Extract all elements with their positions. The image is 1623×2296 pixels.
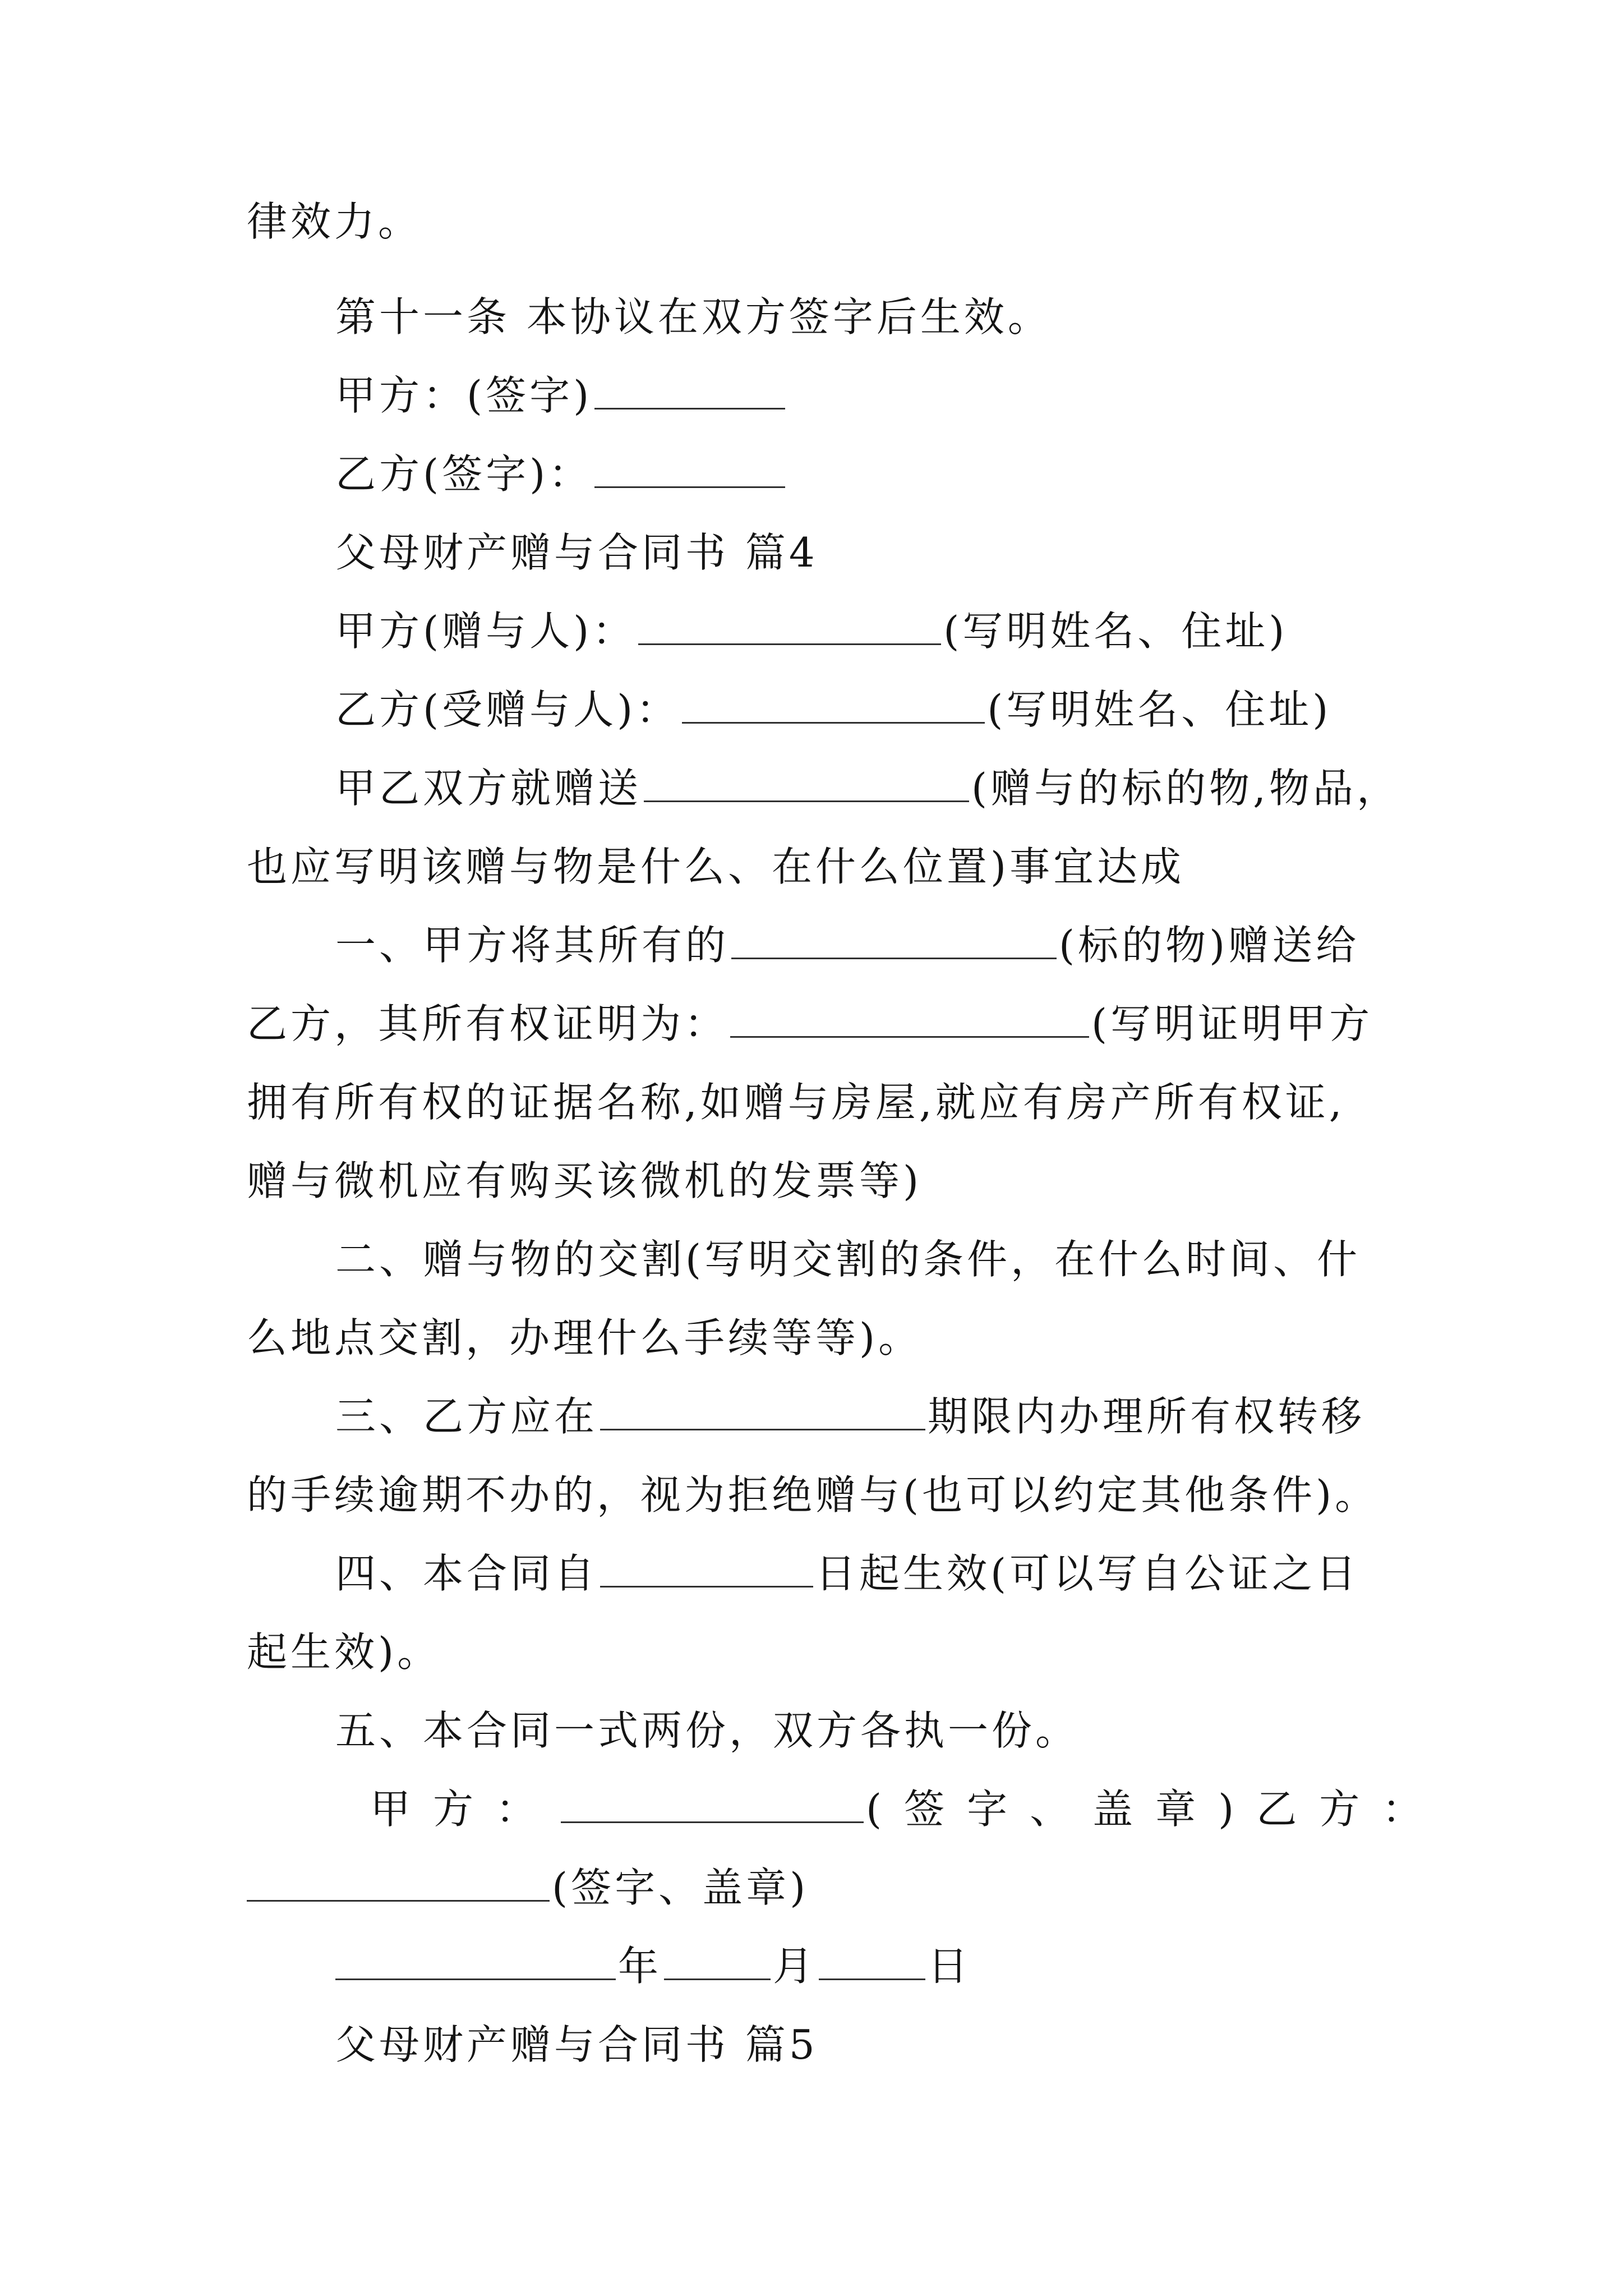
party-a-signature-line xyxy=(335,367,1479,424)
text: (标的物)赠送给 xyxy=(1059,922,1360,969)
text-line xyxy=(247,996,1391,1052)
text: (签字、盖章)乙方： xyxy=(866,1786,1445,1833)
text-line xyxy=(247,1153,1391,1209)
text-line xyxy=(247,1467,1391,1523)
text: 拥有所有权的证据名称,如赠与房屋,就应有房产所有权证, xyxy=(247,1079,1345,1126)
section-heading xyxy=(335,524,1479,581)
text: (写明证明甲方 xyxy=(1091,1000,1373,1047)
text: 第十一条 本协议在双方签字后生效。 xyxy=(335,293,1052,341)
donee-line xyxy=(335,682,1479,738)
text-line xyxy=(247,839,1391,895)
text: 期限内办理所有权转移 xyxy=(928,1393,1366,1440)
text: 二、赠与物的交割(写明交割的条件，在什么时间、什 xyxy=(335,1236,1361,1283)
text: 四、本合同自 xyxy=(335,1550,598,1597)
text: 甲方：(签字) xyxy=(335,372,593,419)
text: 的手续逾期不办的，视为拒绝赠与(也可以约定其他条件)。 xyxy=(247,1471,1379,1519)
fill-blank xyxy=(730,999,1089,1038)
donor-line xyxy=(335,603,1479,659)
text: 乙方，其所有权证明为： xyxy=(247,1000,728,1047)
fill-blank xyxy=(638,606,941,645)
text: 一、甲方将其所有的 xyxy=(335,922,730,969)
fill-blank xyxy=(600,1549,813,1588)
text: (写明姓名、住址) xyxy=(943,608,1288,655)
signature-row-continued xyxy=(247,1860,1391,1916)
clause-three xyxy=(335,1388,1479,1444)
clause-five xyxy=(335,1703,1479,1759)
text-line xyxy=(335,760,1479,816)
text-line xyxy=(247,1074,1391,1130)
month-blank xyxy=(664,1941,771,1980)
section-heading xyxy=(335,2017,1479,2073)
text: 么地点交割，办理什么手续等等)。 xyxy=(247,1314,923,1361)
text: 三、乙方应在 xyxy=(335,1393,598,1440)
signature-blank xyxy=(594,371,785,409)
text: 父母财产赠与合同书 篇4 xyxy=(335,529,818,576)
clause-one xyxy=(335,917,1479,973)
text: 甲方： xyxy=(370,1786,559,1833)
text: 也应写明该赠与物是什么、在什么位置)事宜达成 xyxy=(247,843,1185,890)
party-b-signature-line xyxy=(335,446,1479,502)
fill-blank xyxy=(247,1863,550,1902)
text: 甲乙双方就赠送 xyxy=(335,765,642,812)
fill-blank xyxy=(682,685,985,724)
text-line xyxy=(247,1624,1391,1680)
fill-blank xyxy=(731,921,1057,959)
fill-blank xyxy=(600,1392,925,1430)
clause-four xyxy=(335,1545,1479,1602)
text: 乙方(受赠与人)： xyxy=(335,686,680,733)
text-line xyxy=(247,194,1391,250)
text: 乙方(签字)： xyxy=(335,450,593,498)
text: 甲方(赠与人)： xyxy=(335,608,637,655)
text: 赠与微机应有购买该微机的发票等) xyxy=(247,1157,923,1204)
text-line xyxy=(247,1310,1391,1366)
signature-blank xyxy=(594,449,785,488)
date-line xyxy=(335,1938,1479,1994)
fill-blank xyxy=(644,763,969,802)
text: (写明姓名、住址) xyxy=(987,686,1332,733)
text: 日起生效(可以写自公证之日 xyxy=(815,1550,1360,1597)
text: (签字、盖章) xyxy=(552,1864,809,1911)
text: (赠与的标的物,物品， xyxy=(971,765,1400,812)
text: 起生效)。 xyxy=(247,1628,441,1676)
day-blank xyxy=(819,1941,925,1980)
clause-two xyxy=(335,1231,1479,1287)
text: 律效力。 xyxy=(247,198,422,245)
text: 父母财产赠与合同书 篇5 xyxy=(335,2021,818,2068)
text: 年 xyxy=(618,1943,662,1990)
text: 五、本合同一式两份，双方各执一份。 xyxy=(335,1707,1080,1754)
text: 日 xyxy=(928,1943,972,1990)
year-blank xyxy=(335,1941,616,1980)
signature-row xyxy=(370,1781,1514,1837)
text: 月 xyxy=(773,1943,817,1990)
article-eleven xyxy=(335,289,1479,345)
fill-blank xyxy=(561,1784,864,1823)
